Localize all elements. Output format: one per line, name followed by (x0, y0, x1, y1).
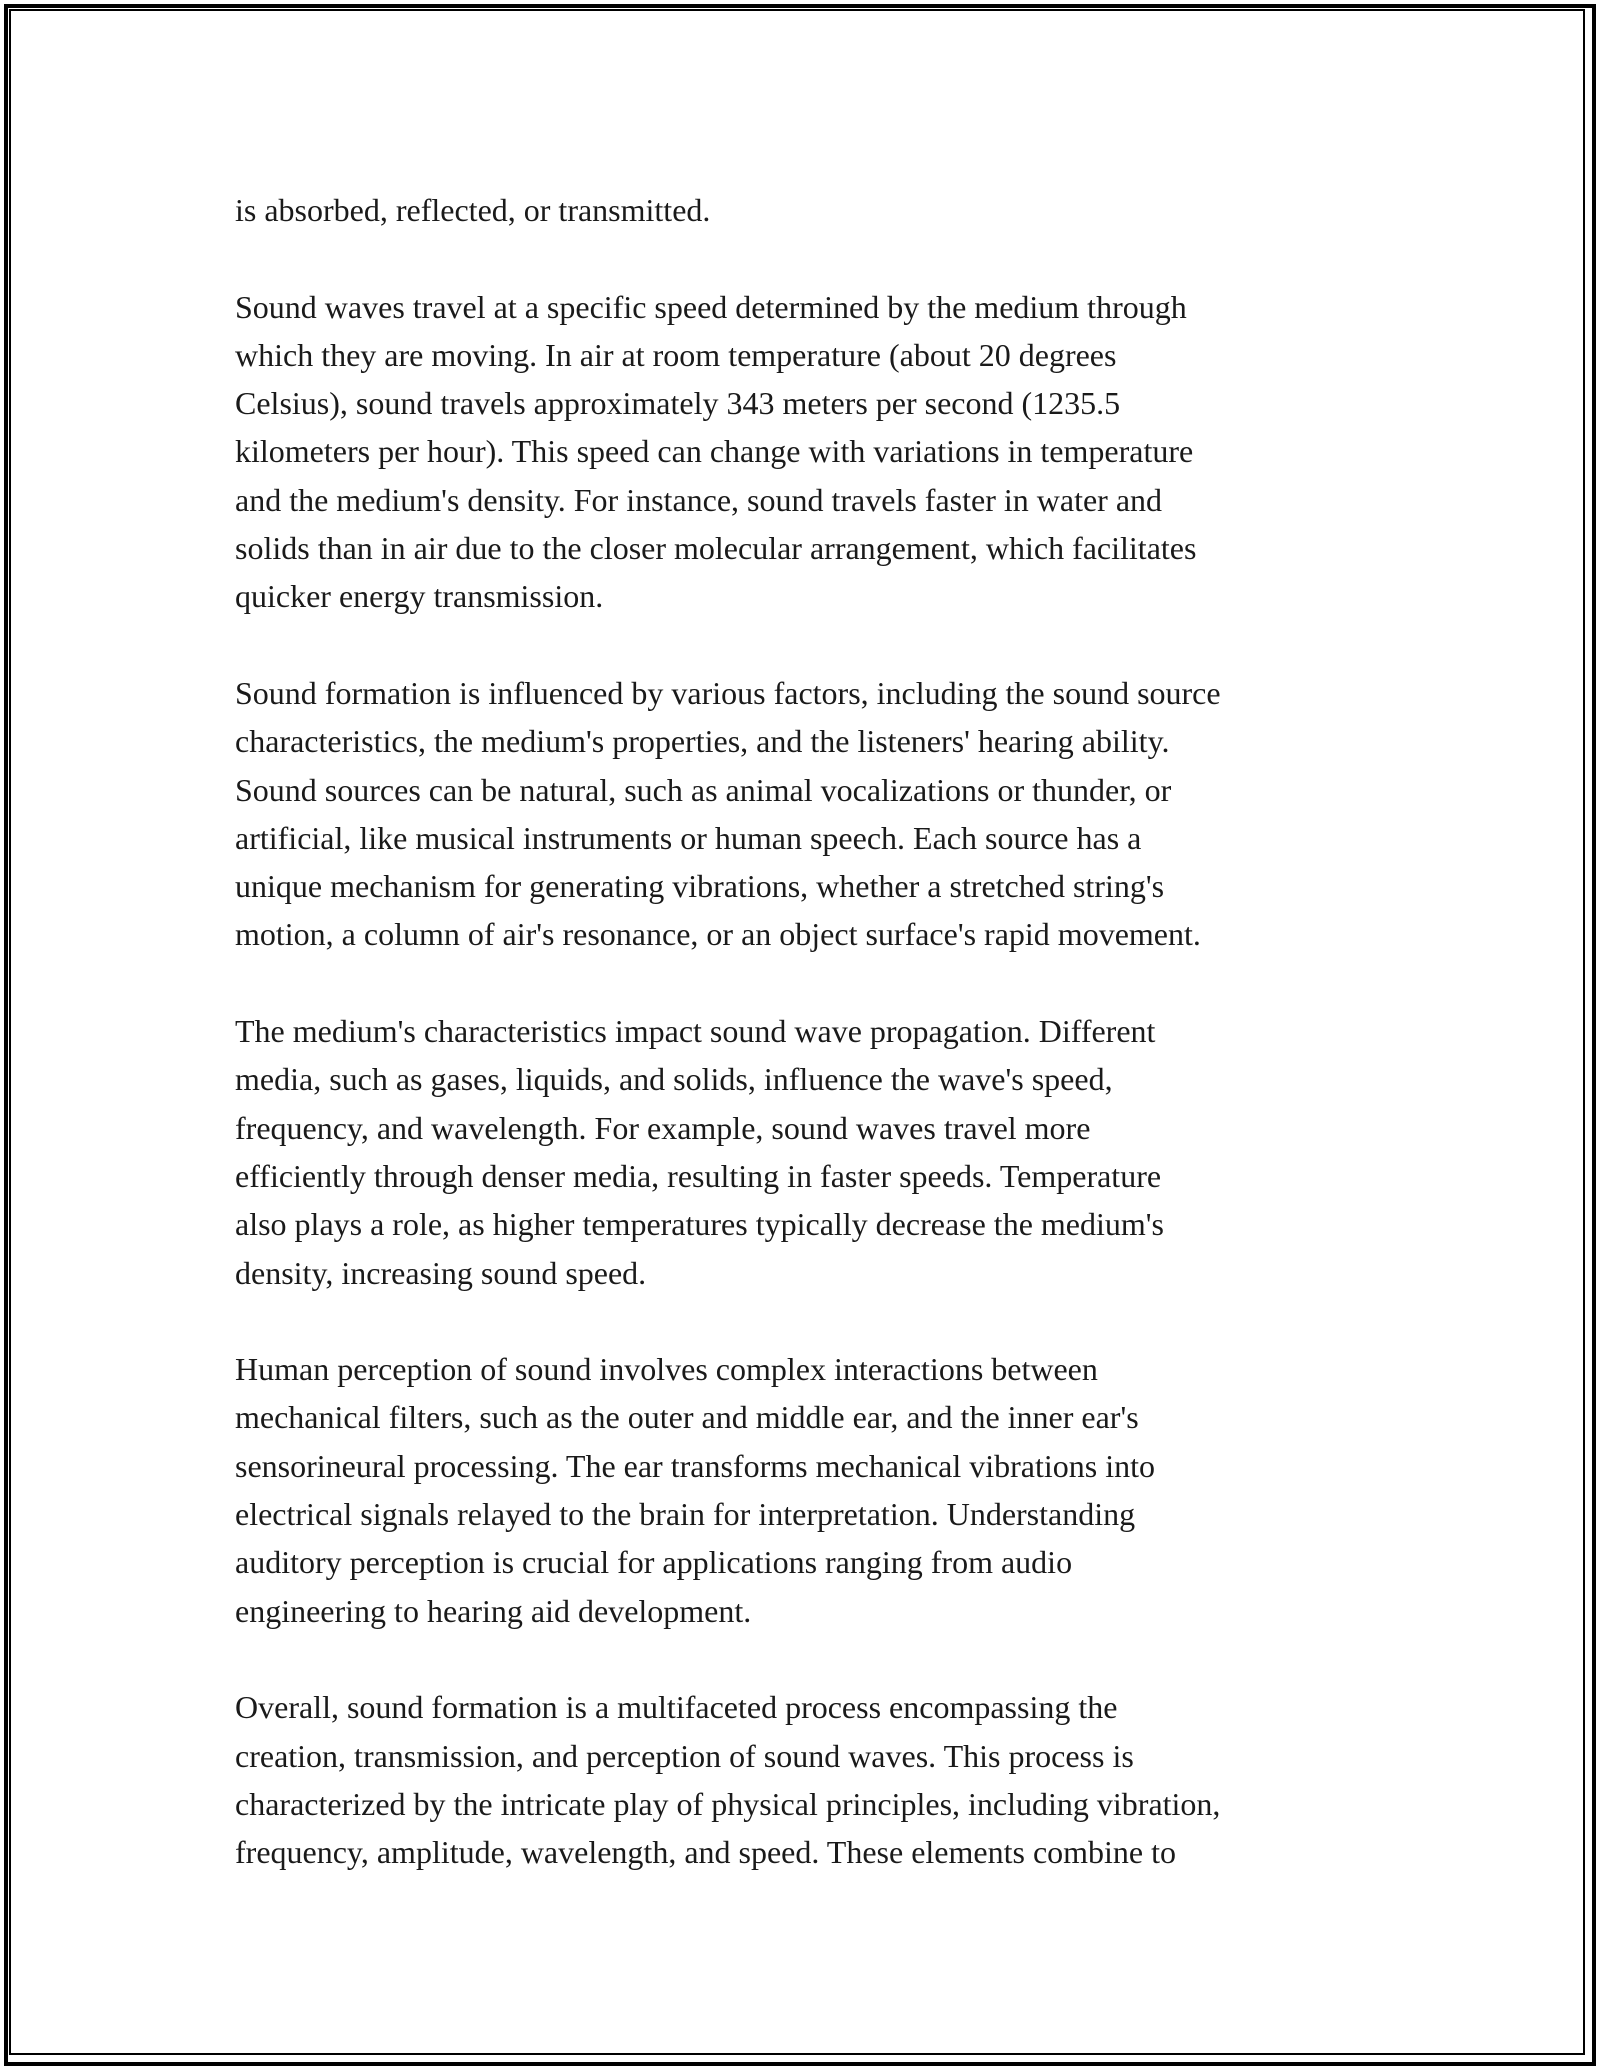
paragraph-overall-summary: Overall, sound formation is a multifaceted process encompassing the creation, transmission, and perception of sound waves. This process is characterized by the intricate play of physical principles, including vibration, frequency, amplitude, wavelength, and speed. These elements combine to (235, 1689, 1221, 1871)
document-body (235, 186, 1375, 1876)
paragraph-medium-characteristics: The medium's characteristics impact sound wave propagation. Different media, such as gases, liquids, and solids, influence the wave's speed, frequency, and wavelength. For example, sound waves travel more efficiently through denser media, resulting in faster speeds. Temperature also plays a role, as higher temperatures typically decrease the medium's density, increasing sound speed. (235, 1013, 1164, 1291)
paragraph-human-perception: Human perception of sound involves complex interactions between mechanical filters, such as the outer and middle ear, and the inner ear's sensorineural processing. The ear transforms mechanical vibrations into electrical signals relayed to the brain for interpretation. Understanding auditory perception is crucial for applications ranging from audio engineering to hearing aid development. (235, 1351, 1156, 1629)
paragraph-continuation: is absorbed, reflected, or transmitted. (235, 192, 711, 228)
paragraph-sound-speed: Sound waves travel at a specific speed determined by the medium through which they are moving. In air at room temperature (about 20 degrees Celsius), sound travels approximately 343 meters per second (1235.5 kilometers per hour). This speed can change with variations in temperature and the medium's density. For instance, sound travels faster in water and solids than in air due to the closer molecular arrangement, which facilitates quicker energy transmission. (235, 288, 1197, 615)
paragraph-sound-formation-factors: Sound formation is influenced by various factors, including the sound source characteristics, the medium's properties, and the listeners' hearing ability. Sound sources can be natural, such as animal vocalizations or thunder, or artificial, like musical instruments or human speech. Each source has a unique mechanism for generating vibrations, whether a stretched string's motion, a column of air's resonance, or an object surface's rapid movement. (235, 674, 1221, 953)
